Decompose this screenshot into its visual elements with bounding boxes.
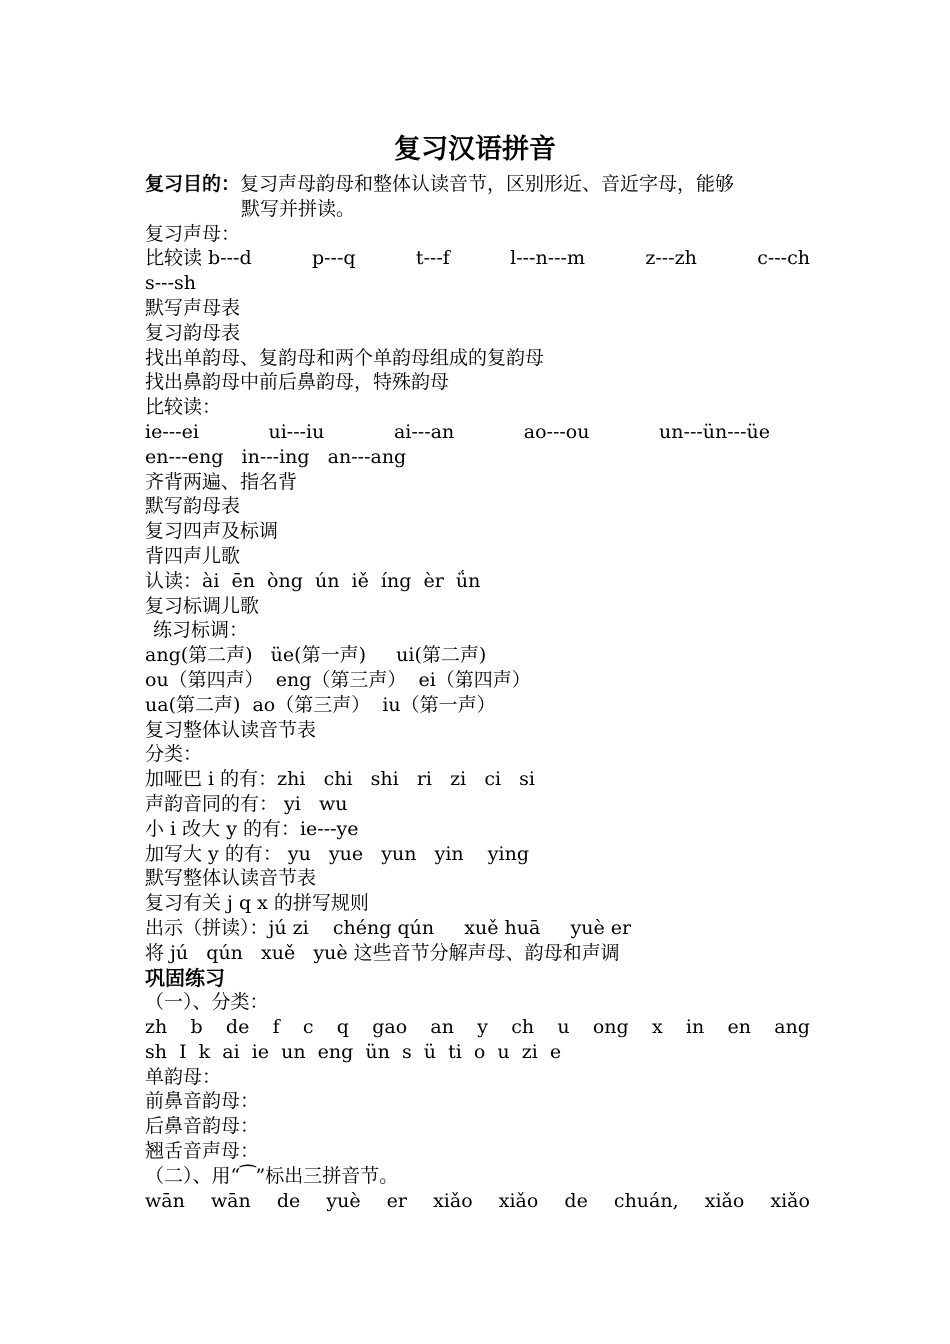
text-line: ang(第二声) üe(第一声) ui(第二声) <box>145 644 487 667</box>
syllable: gao <box>372 1016 408 1039</box>
syllable: ch <box>511 1016 535 1039</box>
text-line: 小 i 改大 y 的有：ie---ye <box>145 817 359 840</box>
syllable: x <box>651 1016 663 1039</box>
syllable: ong <box>592 1016 629 1039</box>
text-line: 分类： <box>145 743 203 766</box>
syllable: xiǎo <box>770 1189 810 1212</box>
compare-initials-row <box>145 246 810 271</box>
syllable: yuè <box>326 1189 361 1212</box>
syllable: xiǎo <box>433 1189 473 1212</box>
syllable: wān <box>210 1189 251 1212</box>
syllable: c <box>302 1016 314 1039</box>
subsection-heading: （二）、用“⁀”标出三拼音节。 <box>145 1164 399 1187</box>
syllable: de <box>564 1189 588 1212</box>
text-line: 比较读： <box>145 396 222 419</box>
syllable: f <box>272 1016 280 1039</box>
text-line: 认读：ài ēn òng ún iě íng èr ǘn <box>145 569 481 592</box>
compare-item: ui---iu <box>268 420 325 443</box>
compare-item: c---ch <box>757 247 810 270</box>
text-line: 将 jú qún xuě yuè 这些音节分解声母、韵母和声调 <box>145 941 620 964</box>
text-line: 默写声母表 <box>145 296 241 319</box>
text-line: 复习韵母表 <box>145 321 241 344</box>
syllable: in <box>685 1016 705 1039</box>
syllable: chuán, <box>613 1189 679 1212</box>
syllable: ang <box>774 1016 810 1039</box>
syllable: an <box>430 1016 454 1039</box>
category-line: 单韵母： <box>145 1065 222 1088</box>
category-line: 前鼻音韵母： <box>145 1090 260 1113</box>
text-line: 找出单韵母、复韵母和两个单韵母组成的复韵母 <box>145 346 545 369</box>
text-line: 复习有关 j q x 的拼写规则 <box>145 892 369 915</box>
text-line: 复习四声及标调 <box>145 520 279 543</box>
text-line: 加写大 y 的有： yu yue yun yin ying <box>145 842 530 865</box>
text-line: 加哑巴 i 的有：zhi chi shi ri zi ci si <box>145 768 536 791</box>
category-line: 翘舌音声母： <box>145 1140 260 1163</box>
text-line: ou（第四声） eng（第三声） ei（第四声） <box>145 668 531 691</box>
goal-text: 复习声母韵母和整体认读音节，区别形近、音近字母，能够 <box>240 173 735 195</box>
goal-label: 复习目的： <box>145 173 241 195</box>
syllable: de <box>276 1189 301 1212</box>
compare-item: p---q <box>311 247 356 270</box>
text-line: en---eng in---ing an---ang <box>145 445 407 468</box>
syllable: q <box>336 1016 349 1039</box>
syllable: xiǎo <box>704 1189 745 1212</box>
syllable: de <box>225 1016 250 1039</box>
syllable: xiǎo <box>498 1189 539 1212</box>
text-line: 复习声母： <box>145 222 241 245</box>
compare-item: t---f <box>415 247 450 270</box>
compare-item: ao---ou <box>523 420 590 443</box>
syllable: y <box>477 1016 488 1039</box>
text-line: 练习标调： <box>153 619 249 642</box>
compare-item: 比较读 b---d <box>145 247 252 270</box>
syllable: en <box>727 1016 751 1039</box>
compare-item: ai---an <box>393 420 455 443</box>
text-line: 默写韵母表 <box>145 495 241 518</box>
category-line: 后鼻音韵母： <box>145 1115 260 1138</box>
classify-row-2: sh I k ai ie un eng ün s ü ti o u zi e <box>145 1040 562 1063</box>
goal-continuation: 默写并拼读。 <box>241 197 356 220</box>
syllable: wān <box>145 1189 185 1212</box>
goal-line <box>145 172 810 197</box>
text-line: 出示（拼读）：jú zi chéng qún xuě huā yuè er <box>145 916 632 939</box>
classify-row <box>145 1015 810 1040</box>
section-heading: 巩固练习 <box>145 965 225 990</box>
document-body <box>145 172 810 1213</box>
text-line: 默写整体认读音节表 <box>145 867 317 890</box>
text-line: 复习整体认读音节表 <box>145 718 317 741</box>
text-line: 找出鼻韵母中前后鼻韵母，特殊韵母 <box>145 371 450 394</box>
subsection-heading: （一）、分类： <box>145 991 269 1014</box>
text-line: s---sh <box>145 272 196 295</box>
text-line: 声韵音同的有： yi wu <box>145 792 348 815</box>
syllable: b <box>190 1016 203 1039</box>
text-line: 背四声儿歌 <box>145 544 241 567</box>
pinyin-row <box>145 1189 810 1214</box>
text-line: 复习标调儿歌 <box>145 594 260 617</box>
compare-item: l---n---m <box>510 247 585 270</box>
compare-finals-row <box>145 420 770 445</box>
text-line: 齐背两遍、指名背 <box>145 470 298 493</box>
page-title: 复习汉语拼音 <box>394 134 556 165</box>
text-line: ua(第二声) ao（第三声） iu（第一声） <box>145 693 496 716</box>
compare-item: un---ün---üe <box>659 420 770 443</box>
syllable: er <box>386 1189 407 1212</box>
syllable: zh <box>145 1016 168 1039</box>
syllable: u <box>557 1016 570 1039</box>
compare-item: ie---ei <box>145 420 199 443</box>
compare-item: z---zh <box>645 247 697 270</box>
